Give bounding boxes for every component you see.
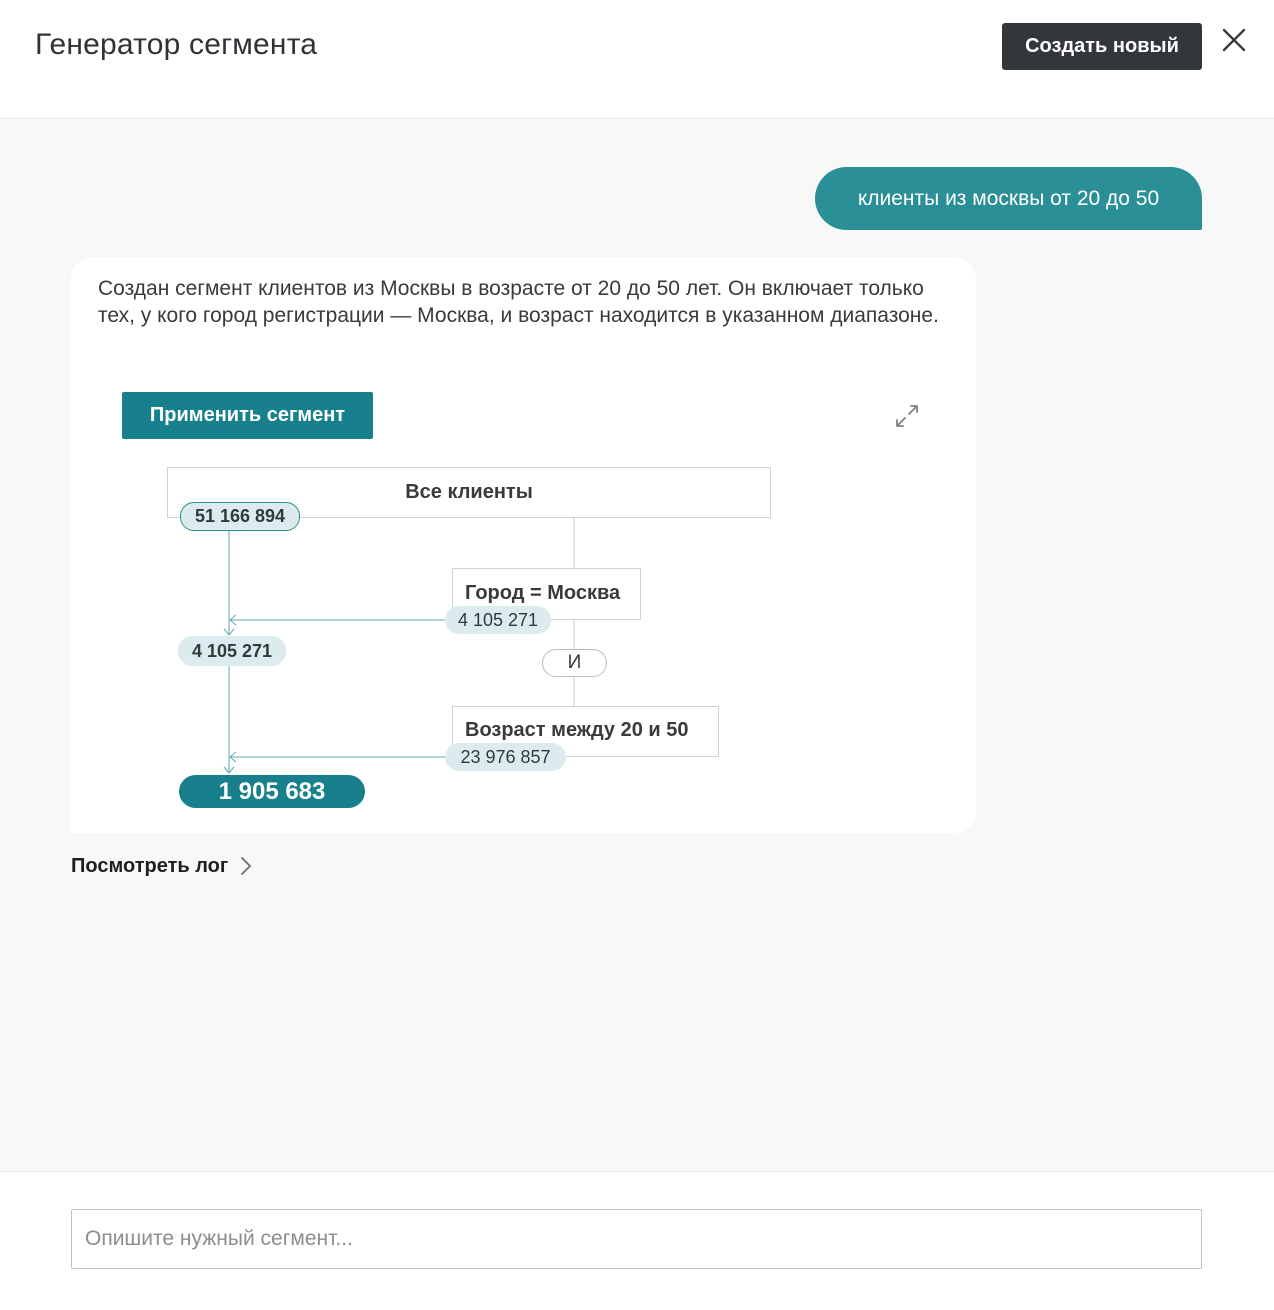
apply-segment-button[interactable]: Применить сегмент <box>122 392 373 439</box>
header <box>0 0 1274 119</box>
close-icon <box>1222 28 1246 52</box>
node-all-clients[interactable]: Все клиенты <box>167 467 771 518</box>
operator-and[interactable]: И <box>542 649 607 677</box>
view-log-label: Посмотреть лог <box>71 854 229 877</box>
count-all-clients: 51 166 894 <box>180 502 300 531</box>
user-message: клиенты из москвы от 20 до 50 <box>815 167 1202 230</box>
count-condition-city: 4 105 271 <box>445 606 551 634</box>
create-new-button[interactable]: Создать новый <box>1002 23 1202 70</box>
bot-message-text: Создан сегмент клиентов из Москвы в возрасте от 20 до 50 лет. Он включает только тех, у кого город регистрации — Москва, и возраст находится в указанном диапазоне. <box>98 277 939 327</box>
footer <box>0 1171 1274 1310</box>
segment-prompt-input[interactable] <box>71 1209 1202 1269</box>
close-button[interactable] <box>1218 24 1250 56</box>
view-log-link[interactable] <box>71 852 252 880</box>
chat-area[interactable] <box>0 119 1274 1171</box>
node-condition-city[interactable]: Город = Москва <box>452 568 641 620</box>
bot-message-card <box>71 257 976 833</box>
node-condition-age[interactable]: Возраст между 20 и 50 <box>452 706 719 757</box>
count-running-1: 4 105 271 <box>178 636 286 666</box>
segment-result-count: 1 905 683 <box>179 775 365 808</box>
page-title: Генератор сегмента <box>35 28 318 61</box>
chevron-right-icon <box>240 856 252 876</box>
segment-flow-diagram <box>71 257 976 833</box>
count-condition-age: 23 976 857 <box>445 743 566 771</box>
